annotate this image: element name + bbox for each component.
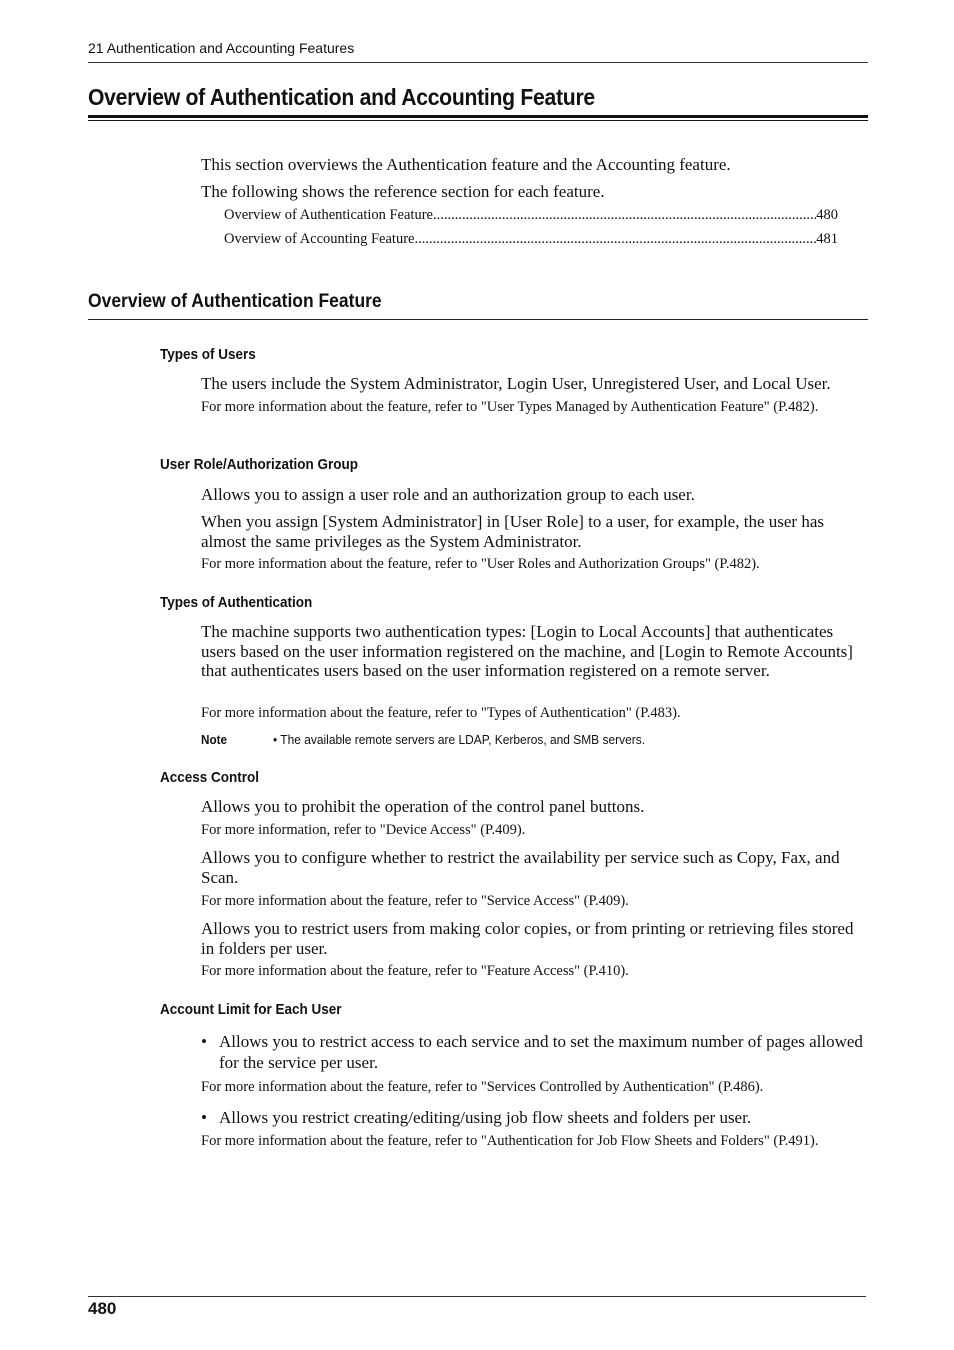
toc-entry-label: Overview of Authentication Feature: [224, 207, 433, 223]
note-text: • The available remote servers are LDAP, Kerberos, and SMB servers.: [273, 732, 646, 747]
section-rule: [88, 319, 868, 320]
types-of-users-body: The users include the System Administrator, Login User, Unregistered User, and Local User.: [201, 374, 831, 393]
bullet-text: Allows you to restrict access to each service and to set the maximum number of pages allowed for the service per user.: [219, 1032, 863, 1072]
account-limit-ref-2: For more information about the feature, refer to "Authentication for Job Flow Sheets and Folders" (P.491).: [201, 1133, 819, 1149]
types-of-users-ref: For more information about the feature, refer to "User Types Managed by Authentication Feature" (P.482).: [201, 399, 819, 415]
user-role-body-2: When you assign [System Administrator] in [User Role] to a user, for example, the user has almost the same privileges as the System Administrator.: [201, 512, 824, 551]
account-limit-bullet-1: [201, 1031, 867, 1073]
access-control-body-2: Allows you to configure whether to restrict the availability per service such as Copy, Fax, and Scan.: [201, 848, 840, 887]
intro-paragraph-1: This section overviews the Authentication feature and the Accounting feature.: [201, 155, 731, 174]
user-role-ref: For more information about the feature, refer to "User Roles and Authorization Groups" (P.482).: [201, 556, 760, 572]
note-label: Note: [201, 732, 228, 747]
subheading-access-control: Access Control: [160, 769, 260, 786]
toc-entry-page: 481: [816, 231, 838, 247]
toc-entry-authentication[interactable]: [224, 206, 838, 224]
access-control-body-1: Allows you to prohibit the operation of the control panel buttons.: [201, 797, 645, 816]
toc-entry-page: 480: [816, 207, 838, 223]
types-of-authentication-ref: For more information about the feature, refer to "Types of Authentication" (P.483).: [201, 705, 681, 721]
bullet-text: Allows you restrict creating/editing/using job flow sheets and folders per user.: [219, 1108, 752, 1127]
access-control-ref-3: For more information about the feature, refer to "Feature Access" (P.410).: [201, 963, 629, 979]
bullet-dot: •: [201, 1108, 207, 1127]
subheading-types-of-users: Types of Users: [160, 346, 256, 363]
subheading-user-role: User Role/Authorization Group: [160, 456, 359, 473]
title-rule: [88, 115, 868, 121]
access-control-ref-2: For more information about the feature, refer to "Service Access" (P.409).: [201, 893, 629, 909]
access-control-body-3: Allows you to restrict users from making color copies, or from printing or retrieving files stored in folders per user.: [201, 919, 854, 958]
subheading-account-limit: Account Limit for Each User: [160, 1001, 342, 1018]
toc-leader: [414, 230, 816, 248]
access-control-ref-1: For more information, refer to "Device Access" (P.409).: [201, 822, 526, 838]
page-number: 480: [88, 1299, 117, 1318]
types-of-authentication-body: The machine supports two authentication types: [Login to Local Accounts] that authenticates users based on the user information registered on the machine, and [Login to Remote Accounts] that authenticates users based on the user information registered on a remote server.: [201, 622, 853, 680]
account-limit-bullet-2: [201, 1107, 867, 1128]
footer-rule: [88, 1296, 866, 1297]
bullet-dot: •: [201, 1032, 207, 1051]
running-header: 21 Authentication and Accounting Features: [88, 40, 355, 56]
header-rule: [88, 62, 868, 63]
section-title: Overview of Authentication Feature: [88, 291, 382, 312]
intro-paragraph-2: The following shows the reference section for each feature.: [201, 182, 605, 201]
toc-entry-label: Overview of Accounting Feature: [224, 231, 415, 247]
page-title: Overview of Authentication and Accounting Feature: [88, 84, 595, 110]
user-role-body-1: Allows you to assign a user role and an authorization group to each user.: [201, 485, 695, 504]
toc-leader: [433, 206, 816, 224]
subheading-types-of-authentication: Types of Authentication: [160, 594, 313, 611]
toc-entry-accounting[interactable]: [224, 230, 838, 248]
account-limit-ref-1: For more information about the feature, refer to "Services Controlled by Authentication" (P.486).: [201, 1079, 764, 1095]
